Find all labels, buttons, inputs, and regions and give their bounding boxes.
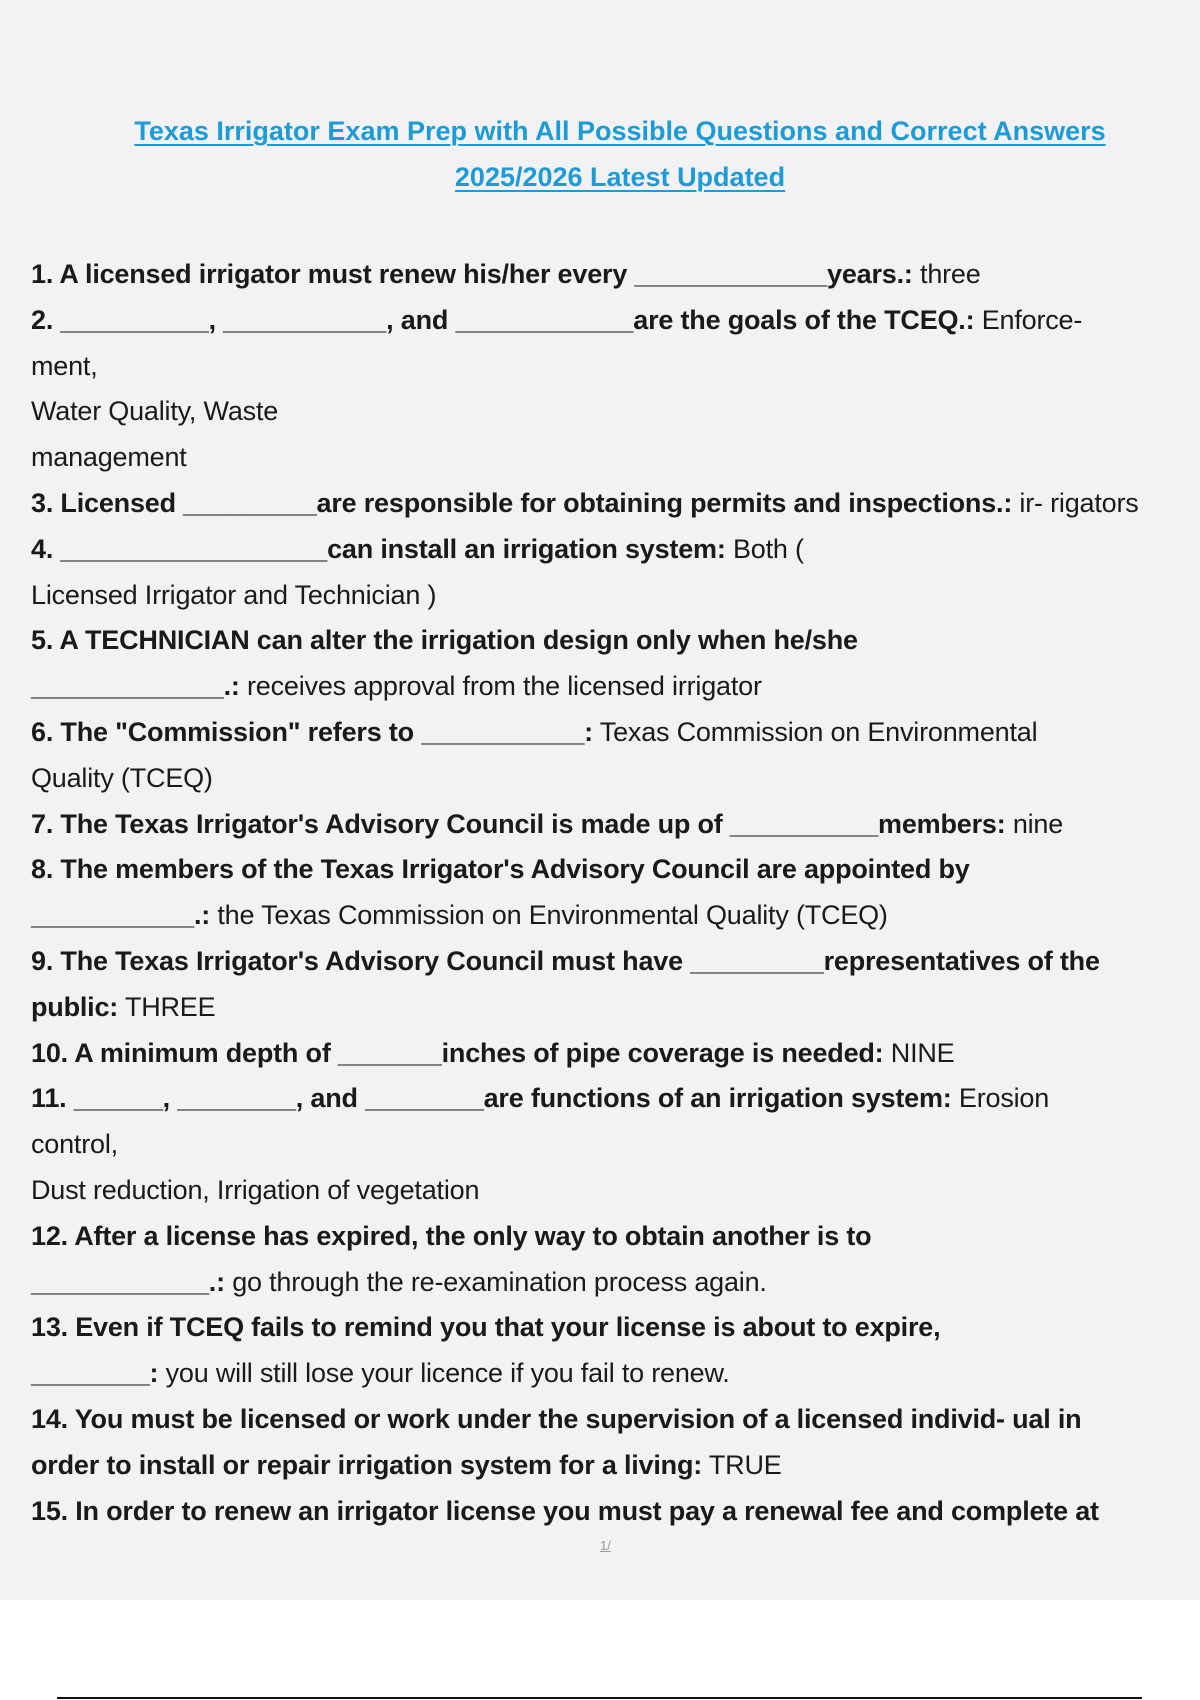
text-line: 13. Even if TCEQ fails to remind you that your license is about to expire,: [31, 1312, 941, 1343]
page-number: 1/: [600, 1538, 611, 1553]
document-title: [30, 108, 1200, 200]
text-line: 2. __________, ___________, and ____________are the goals of the TCEQ.: Enforce-: [31, 304, 1083, 335]
text-line: management: [31, 442, 187, 473]
text-line: Dust reduction, Irrigation of vegetation: [31, 1174, 480, 1205]
text-line: control,: [31, 1129, 118, 1160]
text-line: 5. A TECHNICIAN can alter the irrigation design only when he/she: [31, 625, 858, 656]
text-line: 12. After a license has expired, the only way to obtain another is to: [31, 1220, 872, 1251]
text-line: 15. In order to renew an irrigator license you must pay a renewal fee and complete at: [31, 1495, 1099, 1526]
text-line: 7. The Texas Irrigator's Advisory Council is made up of __________members: nine: [31, 808, 1064, 839]
text-line: public: THREE: [31, 991, 216, 1022]
text-line: ________: you will still lose your licence if you fail to renew.: [31, 1358, 730, 1389]
title-line-1: Texas Irrigator Exam Prep with All Possible Questions and Correct Answers: [134, 116, 1106, 146]
text-line: _____________.: receives approval from the licensed irrigator: [31, 671, 762, 702]
text-line: 8. The members of the Texas Irrigator's Advisory Council are appointed by: [31, 854, 970, 885]
title-line-2: 2025/2026 Latest Updated: [454, 162, 786, 192]
bottom-divider: [57, 1697, 1142, 1699]
text-line: 4. __________________can install an irrigation system: Both (: [31, 533, 804, 564]
text-line: 6. The "Commission" refers to ___________: Texas Commission on Environmental: [31, 716, 1038, 747]
text-line: 11. ______, ________, and ________are functions of an irrigation system: Erosion: [31, 1083, 1050, 1114]
text-line: Water Quality, Waste: [31, 396, 279, 427]
text-line: ment,: [31, 350, 98, 381]
text-line: 3. Licensed _________are responsible for obtaining permits and inspections.: ir- rigators: [31, 487, 1139, 518]
text-line: ___________.: the Texas Commission on Environmental Quality (TCEQ): [31, 900, 888, 931]
text-line: 10. A minimum depth of _______inches of pipe coverage is needed: NINE: [31, 1037, 955, 1068]
text-line: ____________.: go through the re-examination process again.: [31, 1266, 767, 1297]
text-line: order to install or repair irrigation system for a living: TRUE: [31, 1449, 782, 1480]
text-line: 14. You must be licensed or work under the supervision of a licensed individ- ual in: [31, 1403, 1082, 1434]
text-line: Licensed Irrigator and Technician ): [31, 579, 437, 610]
text-line: 1. A licensed irrigator must renew his/her every _____________years.: three: [31, 259, 981, 289]
text-line: 9. The Texas Irrigator's Advisory Council must have _________representatives of the: [31, 945, 1100, 976]
text-line: Quality (TCEQ): [31, 762, 213, 793]
question-list: [31, 252, 1196, 1534]
